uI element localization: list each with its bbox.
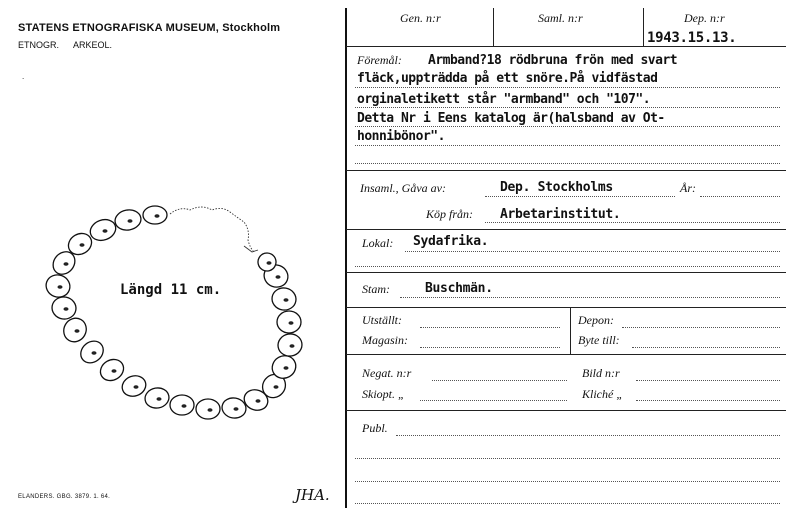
publ-rule-2: [355, 458, 780, 459]
negat-rule: [432, 380, 567, 381]
bead-spot: [103, 229, 108, 233]
foremal-line-5: honnibönor".: [357, 129, 445, 144]
lokal-label: Lokal:: [362, 236, 394, 250]
bead-spot: [274, 385, 279, 389]
bead-spot: [128, 219, 133, 223]
insaml-value: Dep. Stockholms: [500, 180, 613, 195]
length-note: Längd 11 cm.: [120, 282, 222, 298]
publ-rule-1: [396, 435, 780, 436]
bracelet-drawing: [0, 0, 345, 518]
card-divider: [345, 8, 347, 508]
foremal-rule-2: [355, 107, 780, 108]
foremal-rule-4: [355, 145, 780, 146]
rule-foremal: [346, 170, 786, 171]
ar-label: År:: [680, 181, 696, 195]
bead-spot: [157, 397, 162, 401]
publ-label: Publ.: [362, 421, 388, 435]
bead-spot: [64, 262, 69, 266]
insaml-label: Insaml., Gåva av:: [360, 181, 446, 195]
rule-insaml: [346, 229, 786, 230]
bead-spot: [92, 351, 97, 355]
negat-label: Negat. n:r: [362, 366, 412, 380]
vsep-saml: [643, 8, 644, 46]
bead-spot: [267, 261, 272, 265]
insaml-rule: [485, 196, 675, 197]
kliche-label: Kliché „: [582, 387, 623, 401]
bead-spot: [290, 344, 295, 348]
vsep-utstallt: [570, 308, 571, 354]
bead-spot: [234, 407, 239, 411]
museum-title: STATENS ETNOGRAFISKA MUSEUM, Stockholm: [18, 22, 281, 34]
publ-rule-4: [355, 503, 780, 504]
bild-rule: [636, 380, 780, 381]
rule-lokal: [346, 272, 786, 273]
bead-spot: [208, 408, 213, 412]
stam-rule: [400, 297, 780, 298]
bead-spot: [64, 307, 69, 311]
byte-rule: [632, 347, 780, 348]
depon-rule: [622, 327, 780, 328]
dep-nr-value: 1943.15.13.: [647, 30, 737, 46]
kop-label: Köp från:: [426, 207, 474, 221]
kop-rule: [485, 222, 780, 223]
printer-mark: ELANDERS. GBG. 3879. 1. 64.: [18, 494, 111, 500]
cataloguer-initials: JHA.: [295, 486, 330, 504]
foremal-line-3: orginaletikett står "armband" och "107".: [357, 92, 651, 107]
dept-arkeol: ARKEOL.: [73, 40, 113, 50]
bead-spot: [112, 369, 117, 373]
foremal-rule-5: [355, 163, 780, 164]
foremal-rule-3: [355, 126, 780, 127]
foremal-label: Föremål:: [357, 53, 402, 67]
foremal-line-2: fläck,uppträdda på ett snöre.På vidfästad: [357, 71, 658, 86]
vsep-gen: [493, 8, 494, 46]
skiopt-rule: [420, 400, 567, 401]
depon-label: Depon:: [578, 313, 614, 327]
small-mark: .: [22, 72, 25, 81]
ar-rule: [700, 196, 780, 197]
bead-spot: [134, 385, 139, 389]
bead-spot: [75, 329, 80, 333]
byte-label: Byte till:: [578, 333, 620, 347]
lokal-rule-1: [405, 251, 780, 252]
rule-stam: [346, 307, 786, 308]
saml-nr-label: Saml. n:r: [538, 11, 583, 25]
magasin-label: Magasin:: [362, 333, 408, 347]
dep-nr-label: Dep. n:r: [684, 11, 725, 25]
stam-value: Buschmän.: [425, 281, 493, 296]
rule-top: [346, 46, 786, 47]
bead-spot: [182, 404, 187, 408]
kop-value: Arbetarinstitut.: [500, 207, 621, 222]
rule-utstallt: [346, 354, 786, 355]
foremal-line-4: Detta Nr i Eens katalog är(halsband av Ot-: [357, 111, 665, 126]
lokal-value: Sydafrika.: [413, 234, 489, 249]
magasin-rule: [420, 347, 560, 348]
kliche-rule: [636, 400, 780, 401]
utstallt-label: Utställt:: [362, 313, 403, 327]
bead-spot: [284, 298, 289, 302]
bead-spot: [276, 275, 281, 279]
bead-spot: [256, 399, 261, 403]
bead-spot: [58, 285, 63, 289]
rule-negat: [346, 410, 786, 411]
bead-spot: [284, 366, 289, 370]
gen-nr-label: Gen. n:r: [400, 11, 441, 25]
foremal-line-1: Armband?18 rödbruna frön med svart: [428, 53, 678, 68]
bead-spot: [155, 214, 160, 218]
foremal-rule-1: [355, 87, 780, 88]
lokal-rule-2: [355, 266, 780, 267]
publ-rule-3: [355, 481, 780, 482]
dept-etnogr: ETNOGR.: [18, 40, 60, 50]
bead-spot: [80, 243, 85, 247]
bead-spot: [289, 321, 294, 325]
utstallt-rule: [420, 327, 560, 328]
bild-label: Bild n:r: [582, 366, 620, 380]
skiopt-label: Skiopt. „: [362, 387, 405, 401]
stam-label: Stam:: [362, 282, 390, 296]
